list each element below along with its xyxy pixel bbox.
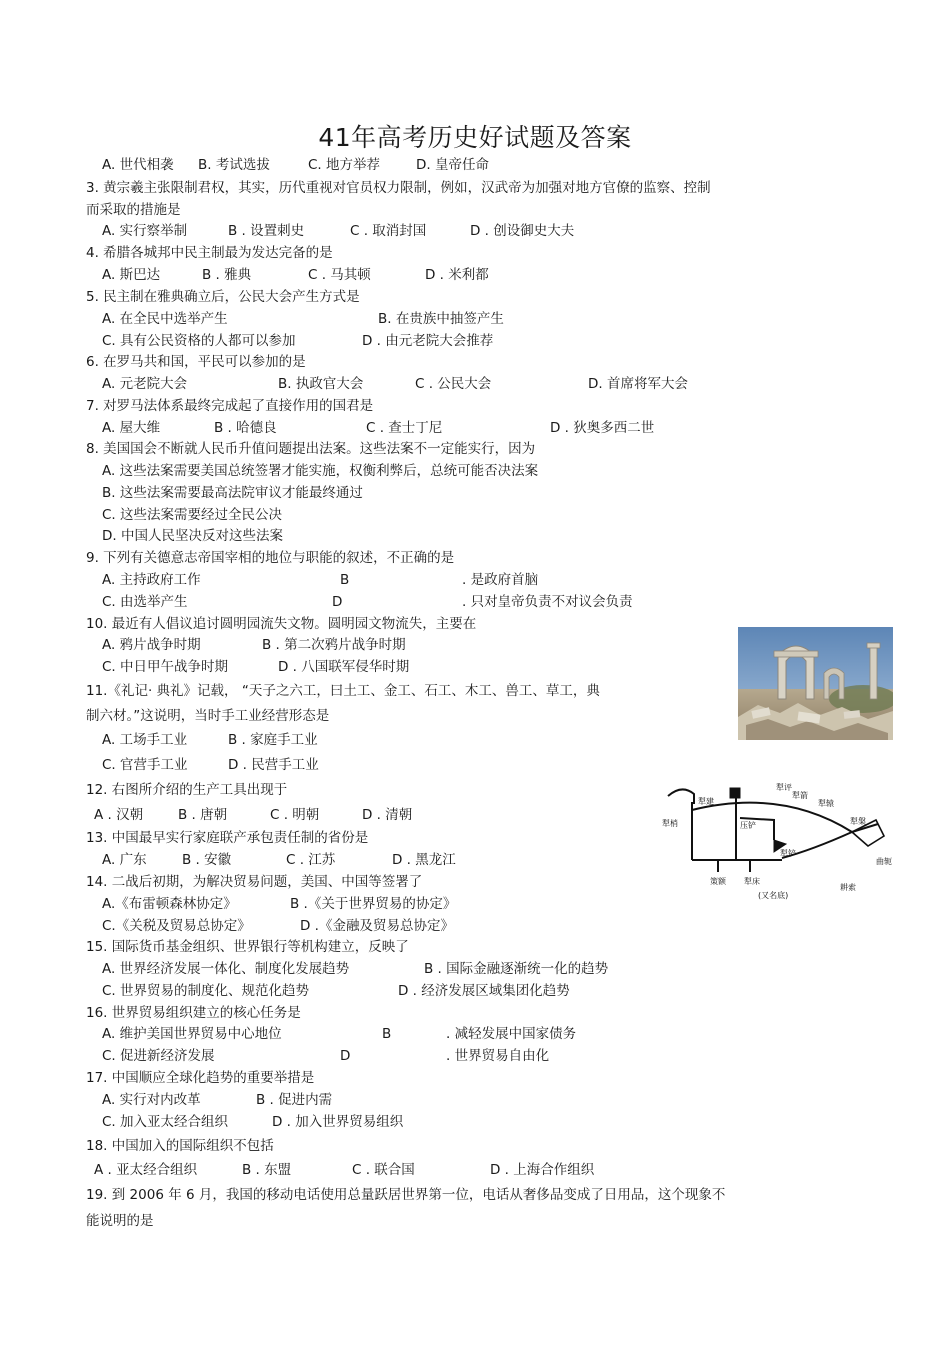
line-text: 9. 下列有关德意志帝国宰相的地位与职能的叙述，不正确的是: [86, 550, 455, 566]
option-text: B . 第二次鸦片战争时期: [262, 637, 406, 653]
line-text: A . 汉朝: [94, 807, 144, 823]
line-text: A. 世界经济发展一体化、制度化发展趋势: [102, 961, 350, 977]
option-text: C . 江苏: [286, 852, 336, 868]
line-text: A. 实行察举制: [102, 223, 188, 239]
line-text: 18. 中国加入的国际组织不包括: [86, 1138, 274, 1154]
option-text: . 是政府首脑: [462, 572, 539, 588]
option-text: D . 上海合作组织: [490, 1162, 595, 1178]
option-text: D . 加入世界贸易组织: [272, 1114, 404, 1130]
label-youming-di: (又名底): [758, 891, 789, 900]
label-qu-e: 曲轭: [876, 857, 892, 866]
option-text: D . 民营手工业: [228, 757, 319, 773]
curved-plough-diagram: [662, 780, 900, 908]
line-text: A. 广东: [102, 852, 147, 868]
line-text: A. 这些法案需要美国总统签署才能实施，权衡利弊后，总统可能否决法案: [102, 463, 539, 479]
line-text: D. 中国人民坚决反对这些法案: [102, 528, 283, 544]
label-lichuang: 犁床: [744, 877, 760, 886]
line-text: 6. 在罗马共和国，平民可以参加的是: [86, 354, 306, 370]
line-text: A. 屋大维: [102, 420, 161, 436]
option-text: B . 安徽: [182, 852, 232, 868]
line-text: A. 世代相袭: [102, 157, 174, 173]
option-text: . 只对皇帝负责不对议会负责: [462, 594, 633, 610]
line-text: A. 实行对内改革: [102, 1092, 201, 1108]
line-text: A. 工场手工业: [102, 732, 188, 748]
option-text: C . 查士丁尼: [366, 420, 443, 436]
option-text: D . 创设御史大夫: [470, 223, 575, 239]
option-text: D . 清朝: [362, 807, 413, 823]
line-text: A. 维护美国世界贸易中心地位: [102, 1026, 282, 1042]
line-text: 14. 二战后初期，为解决贸易问题，美国、中国等签署了: [86, 874, 423, 890]
option-text: . 减轻发展中国家债务: [446, 1026, 577, 1042]
option-text: D: [340, 1048, 351, 1064]
option-text: D. 皇帝任命: [416, 157, 489, 173]
label-yachan: 压铲: [740, 821, 756, 830]
yuanmingyuan-ruins-photo: [738, 627, 893, 740]
label-lichan: 犁铲: [780, 849, 796, 858]
option-text: B .《关于世界贸易的协定》: [290, 896, 457, 912]
option-text: D . 八国联军侵华时期: [278, 659, 410, 675]
line-text: C. 官营手工业: [102, 757, 188, 773]
line-text: C. 由选举产生: [102, 594, 188, 610]
option-text: C. 地方举荐: [308, 157, 381, 173]
option-text: D .《金融及贸易总协定》: [300, 918, 454, 934]
line-text: C. 中日甲午战争时期: [102, 659, 229, 675]
option-text: C . 公民大会: [415, 376, 492, 392]
option-text: C . 明朝: [270, 807, 320, 823]
line-text: A. 在全民中选举产生: [102, 311, 228, 327]
line-text: A. 斯巴达: [102, 267, 161, 283]
line-text: C.《关税及贸易总协定》: [102, 918, 251, 934]
option-text: B . 唐朝: [178, 807, 228, 823]
line-text: C. 加入亚太经合组织: [102, 1114, 229, 1130]
line-text: 而采取的措施是: [86, 202, 181, 218]
option-text: B . 东盟: [242, 1162, 292, 1178]
option-text: B . 雅典: [202, 267, 252, 283]
line-text: 能说明的是: [86, 1213, 154, 1229]
option-text: D . 米利都: [425, 267, 489, 283]
option-text: C . 马其顿: [308, 267, 371, 283]
option-text: C . 联合国: [352, 1162, 415, 1178]
line-text: B. 这些法案需要最高法院审议才能最终通过: [102, 485, 363, 501]
option-text: B . 设置刺史: [228, 223, 305, 239]
option-text: B. 执政官大会: [278, 376, 364, 392]
line-text: 13. 中国最早实行家庭联产承包责任制的省份是: [86, 830, 369, 846]
line-text: A. 元老院大会: [102, 376, 188, 392]
line-text: 15. 国际货币基金组织、世界银行等机构建立，反映了: [86, 939, 409, 955]
line-text: A.《布雷顿森林协定》: [102, 896, 237, 912]
option-text: B. 考试选拔: [198, 157, 270, 173]
option-text: D . 由元老院大会推荐: [362, 333, 494, 349]
line-text: 10. 最近有人倡议追讨圆明园流失文物。圆明园文物流失，主要在: [86, 616, 477, 632]
option-text: D . 经济发展区域集团化趋势: [398, 983, 570, 999]
option-text: B . 家庭手工业: [228, 732, 318, 748]
line-text: C. 促进新经济发展: [102, 1048, 215, 1064]
line-text: 17. 中国顺应全球化趋势的重要举措是: [86, 1070, 315, 1086]
line-text: 11.《礼记· 典礼》记载， “天子之六工，曰土工、金工、石工、木工、兽工、草工，典: [86, 683, 600, 699]
label-ce-e: 策额: [710, 877, 726, 886]
option-text: D . 狄奥多西二世: [550, 420, 655, 436]
label-liyuan: 犁辕: [818, 799, 834, 808]
line-text: A . 亚太经合组织: [94, 1162, 198, 1178]
option-text: D . 黑龙江: [392, 852, 456, 868]
option-text: B . 国际金融逐渐统一化的趋势: [424, 961, 609, 977]
option-text: B: [340, 572, 350, 588]
option-text: B. 在贵族中抽签产生: [378, 311, 504, 327]
line-text: 3. 黄宗羲主张限制君权，其实，历代重视对官员权力限制，例如，汉武帝为加强对地方官僚的监察、控制: [86, 180, 711, 196]
option-text: B . 哈德良: [214, 420, 277, 436]
line-text: A. 主持政府工作: [102, 572, 201, 588]
label-liping: 犁评: [776, 783, 792, 792]
line-text: 16. 世界贸易组织建立的核心任务是: [86, 1005, 301, 1021]
label-lijian-2: 犁建: [698, 797, 714, 806]
line-text: C. 具有公民资格的人都可以参加: [102, 333, 296, 349]
line-text: A. 鸦片战争时期: [102, 637, 201, 653]
label-lipan: 犁槃: [850, 817, 866, 826]
label-lijian: 犁箭: [792, 791, 808, 800]
line-text: C. 这些法案需要经过全民公决: [102, 507, 283, 523]
line-text: 制六材。”这说明，当时手工业经营形态是: [86, 708, 330, 724]
label-lishao: 犁梢: [662, 819, 678, 828]
option-text: . 世界贸易自由化: [446, 1048, 550, 1064]
option-text: B . 促进内需: [256, 1092, 333, 1108]
option-text: D. 首席将军大会: [588, 376, 688, 392]
line-text: 19. 到 2006 年 6 月，我国的移动电话使用总量跃居世界第一位，电话从奢侈品变成了日用品，这个现象不: [86, 1187, 726, 1203]
page-title: 41年高考历史好试题及答案: [318, 123, 632, 152]
line-text: 5. 民主制在雅典确立后，公民大会产生方式是: [86, 289, 360, 305]
option-text: D: [332, 594, 343, 610]
label-gengsuo: 耕索: [840, 883, 856, 892]
option-text: B: [382, 1026, 392, 1042]
option-text: C . 取消封国: [350, 223, 427, 239]
line-text: 7. 对罗马法体系最终完成起了直接作用的国君是: [86, 398, 374, 414]
line-text: 4. 希腊各城邦中民主制最为发达完备的是: [86, 245, 333, 261]
line-text: C. 世界贸易的制度化、规范化趋势: [102, 983, 310, 999]
line-text: 8. 美国国会不断就人民币升值问题提出法案。这些法案不一定能实行，因为: [86, 441, 536, 457]
line-text: 12. 右图所介绍的生产工具出现于: [86, 782, 288, 798]
